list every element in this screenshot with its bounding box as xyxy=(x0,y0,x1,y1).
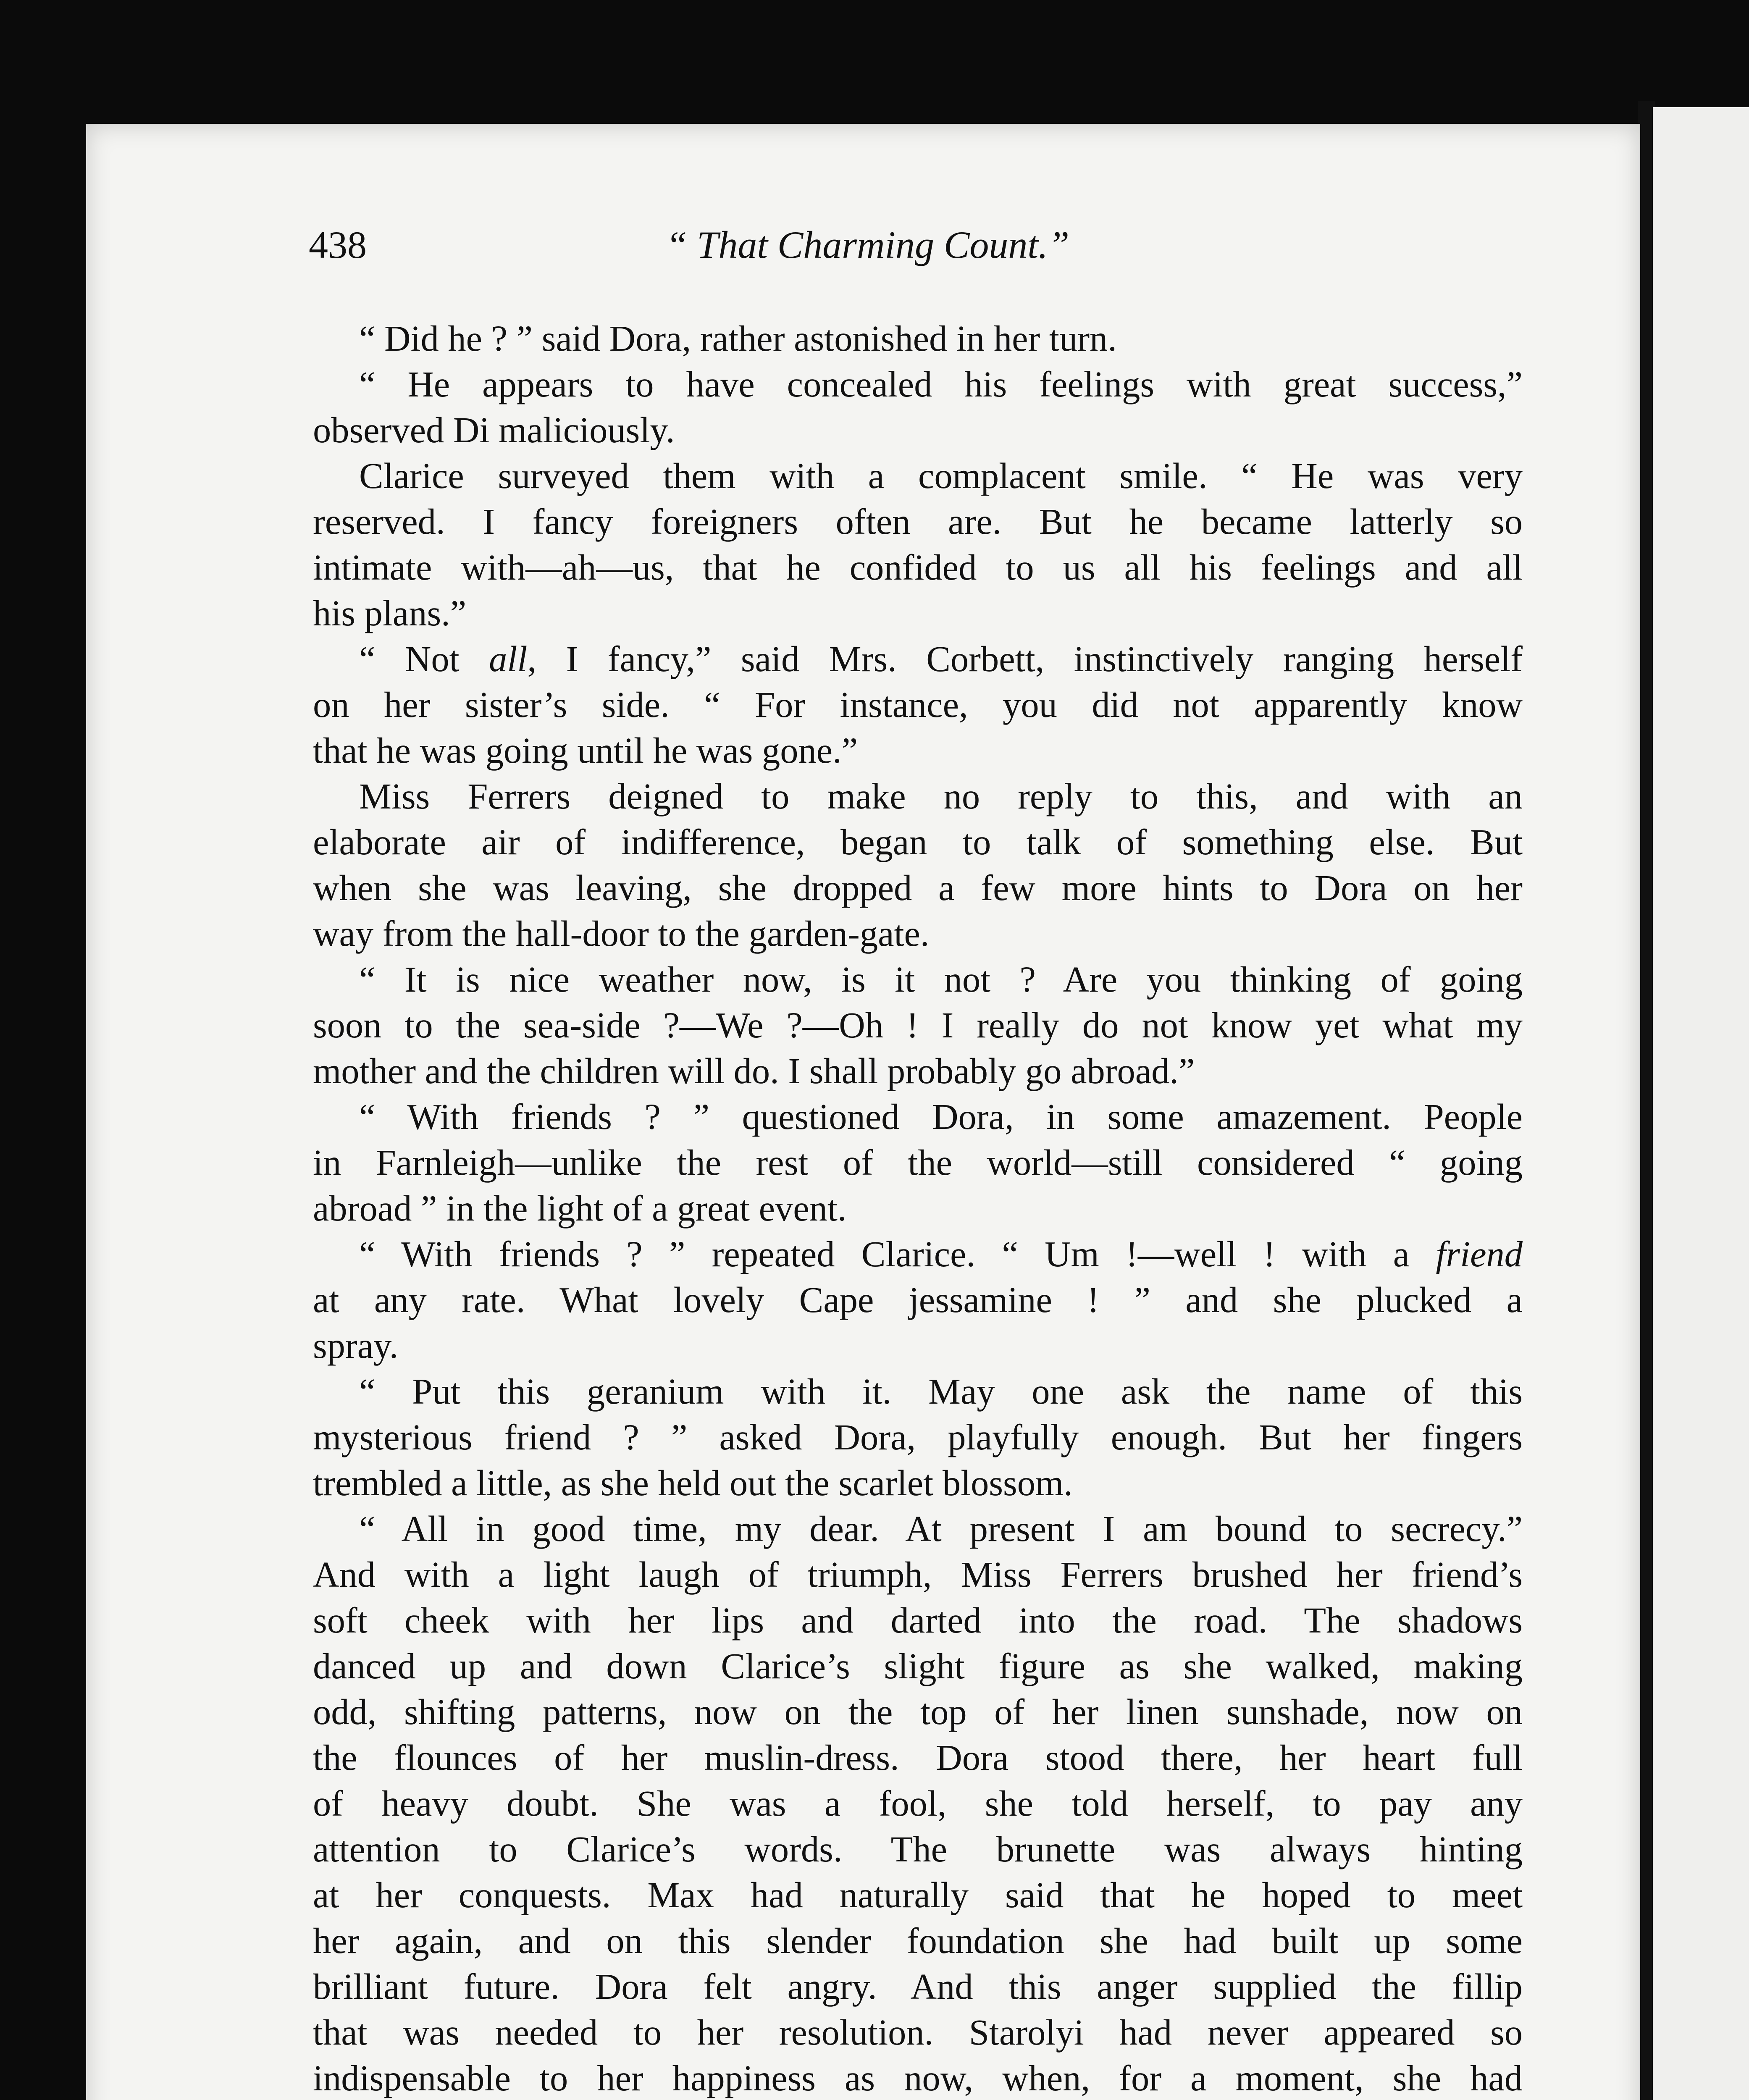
text-segment: her again, and on this slender foundation she had built up some xyxy=(313,1921,1523,1961)
text-line xyxy=(313,682,1523,728)
text-segment: his plans.” xyxy=(313,593,467,633)
text-line xyxy=(313,1231,1523,1277)
text-line xyxy=(313,499,1523,545)
text-segment: odd, shifting patterns, now on the top of her linen sunshade, now on xyxy=(313,1692,1523,1732)
body-text xyxy=(313,316,1523,2100)
text-line xyxy=(313,316,1523,362)
text-segment: spray. xyxy=(313,1326,399,1366)
text-line xyxy=(313,1643,1523,1689)
text-segment: “ All in good time, my dear. At present I am bound to secrecy.” xyxy=(359,1509,1523,1549)
text-segment: elaborate air of indifference, began to talk of something else. But xyxy=(313,822,1523,862)
text-segment: “ It is nice weather now, is it not ? Are you thinking of going xyxy=(359,959,1523,1000)
text-segment: trembled a little, as she held out the scarlet blossom. xyxy=(313,1463,1073,1503)
text-line xyxy=(313,1048,1523,1094)
text-line xyxy=(313,2010,1523,2055)
facing-page-edge xyxy=(1653,107,1749,2100)
text-line xyxy=(313,819,1523,865)
text-line xyxy=(313,1186,1523,1231)
text-segment: “ With friends ? ” questioned Dora, in some amazement. People xyxy=(359,1097,1523,1137)
book-gutter-shadow xyxy=(1638,101,1655,2100)
text-segment: that was needed to her resolution. Starolyi had never appeared so xyxy=(313,2012,1523,2053)
text-segment: “ He appears to have concealed his feelings with great success,” xyxy=(359,364,1523,404)
text-segment: at her conquests. Max had naturally said that he hoped to meet xyxy=(313,1875,1523,1915)
text-segment: danced up and down Clarice’s slight figure as she walked, making xyxy=(313,1646,1523,1686)
text-line xyxy=(313,865,1523,911)
text-segment: mother and the children will do. I shall probably go abroad.” xyxy=(313,1051,1195,1091)
text-line xyxy=(313,1552,1523,1598)
text-line xyxy=(313,1323,1523,1369)
text-line xyxy=(313,1827,1523,1872)
text-line xyxy=(313,1964,1523,2010)
text-line xyxy=(313,957,1523,1003)
text-segment: “ With friends ? ” repeated Clarice. “ Um !—well ! with a xyxy=(359,1234,1436,1274)
text-line xyxy=(313,1460,1523,1506)
text-segment: “ Did he ? ” said Dora, rather astonished in her turn. xyxy=(359,318,1117,359)
text-line xyxy=(313,1415,1523,1460)
text-segment: attention to Clarice’s words. The brunette was always hinting xyxy=(313,1829,1523,1869)
text-line xyxy=(313,1094,1523,1140)
text-segment: at any rate. What lovely Cape jessamine ! ” and she plucked a xyxy=(313,1280,1523,1320)
text-line xyxy=(313,1003,1523,1048)
text-segment: the flounces of her muslin-dress. Dora stood there, her heart full xyxy=(313,1738,1523,1778)
italic-word: friend xyxy=(1436,1234,1523,1274)
text-segment: “ Not xyxy=(359,639,489,679)
text-line xyxy=(313,1598,1523,1643)
text-line xyxy=(313,636,1523,682)
text-segment: , I fancy,” said Mrs. Corbett, instinctively ranging herself xyxy=(527,639,1523,679)
text-line xyxy=(313,2055,1523,2100)
text-line xyxy=(313,1277,1523,1323)
text-segment: abroad ” in the light of a great event. xyxy=(313,1188,847,1228)
text-line xyxy=(313,728,1523,774)
text-segment: observed Di maliciously. xyxy=(313,410,675,450)
page-number: 438 xyxy=(309,223,367,266)
text-segment: when she was leaving, she dropped a few more hints to Dora on her xyxy=(313,868,1523,908)
text-line xyxy=(313,1689,1523,1735)
text-segment: Miss Ferrers deigned to make no reply to this, and with an xyxy=(359,776,1523,816)
text-line xyxy=(313,591,1523,636)
running-title: “ That Charming Count.” xyxy=(666,223,1070,266)
text-line xyxy=(313,911,1523,957)
text-segment: that he was going until he was gone.” xyxy=(313,730,858,771)
text-line xyxy=(313,453,1523,499)
text-segment: brilliant future. Dora felt angry. And this anger supplied the fillip xyxy=(313,1966,1523,2007)
text-line xyxy=(313,545,1523,591)
text-segment: And with a light laugh of triumph, Miss Ferrers brushed her friend’s xyxy=(313,1554,1523,1595)
italic-word: all xyxy=(489,639,528,679)
text-segment: on her sister’s side. “ For instance, you did not apparently know xyxy=(313,685,1523,725)
text-line xyxy=(313,1918,1523,1964)
text-line xyxy=(313,774,1523,819)
text-segment: reserved. I fancy foreigners often are. But he became latterly so xyxy=(313,501,1523,542)
text-segment: soft cheek with her lips and darted into the road. The shadows xyxy=(313,1600,1523,1641)
text-segment: “ Put this geranium with it. May one ask the name of this xyxy=(359,1371,1523,1412)
text-line xyxy=(313,1506,1523,1552)
text-line xyxy=(313,1781,1523,1827)
text-line xyxy=(313,1872,1523,1918)
text-segment: soon to the sea-side ?—We ?—Oh ! I really do not know yet what my xyxy=(313,1005,1523,1045)
text-segment: of heavy doubt. She was a fool, she told herself, to pay any xyxy=(313,1783,1523,1824)
text-segment: mysterious friend ? ” asked Dora, playfully enough. But her fingers xyxy=(313,1417,1523,1457)
text-line xyxy=(313,1369,1523,1415)
text-segment: way from the hall-door to the garden-gate. xyxy=(313,914,930,954)
text-segment: in Farnleigh—unlike the rest of the world—still considered “ going xyxy=(313,1142,1523,1183)
text-segment: indispensable to her happiness as now, when, for a moment, she had xyxy=(313,2058,1523,2098)
text-segment: Clarice surveyed them with a complacent smile. “ He was very xyxy=(359,456,1523,496)
running-head xyxy=(309,223,1527,277)
text-line xyxy=(313,362,1523,407)
text-line xyxy=(313,1140,1523,1186)
text-segment: intimate with—ah—us, that he confided to us all his feelings and all xyxy=(313,547,1523,588)
text-line xyxy=(313,407,1523,453)
text-line xyxy=(313,1735,1523,1781)
